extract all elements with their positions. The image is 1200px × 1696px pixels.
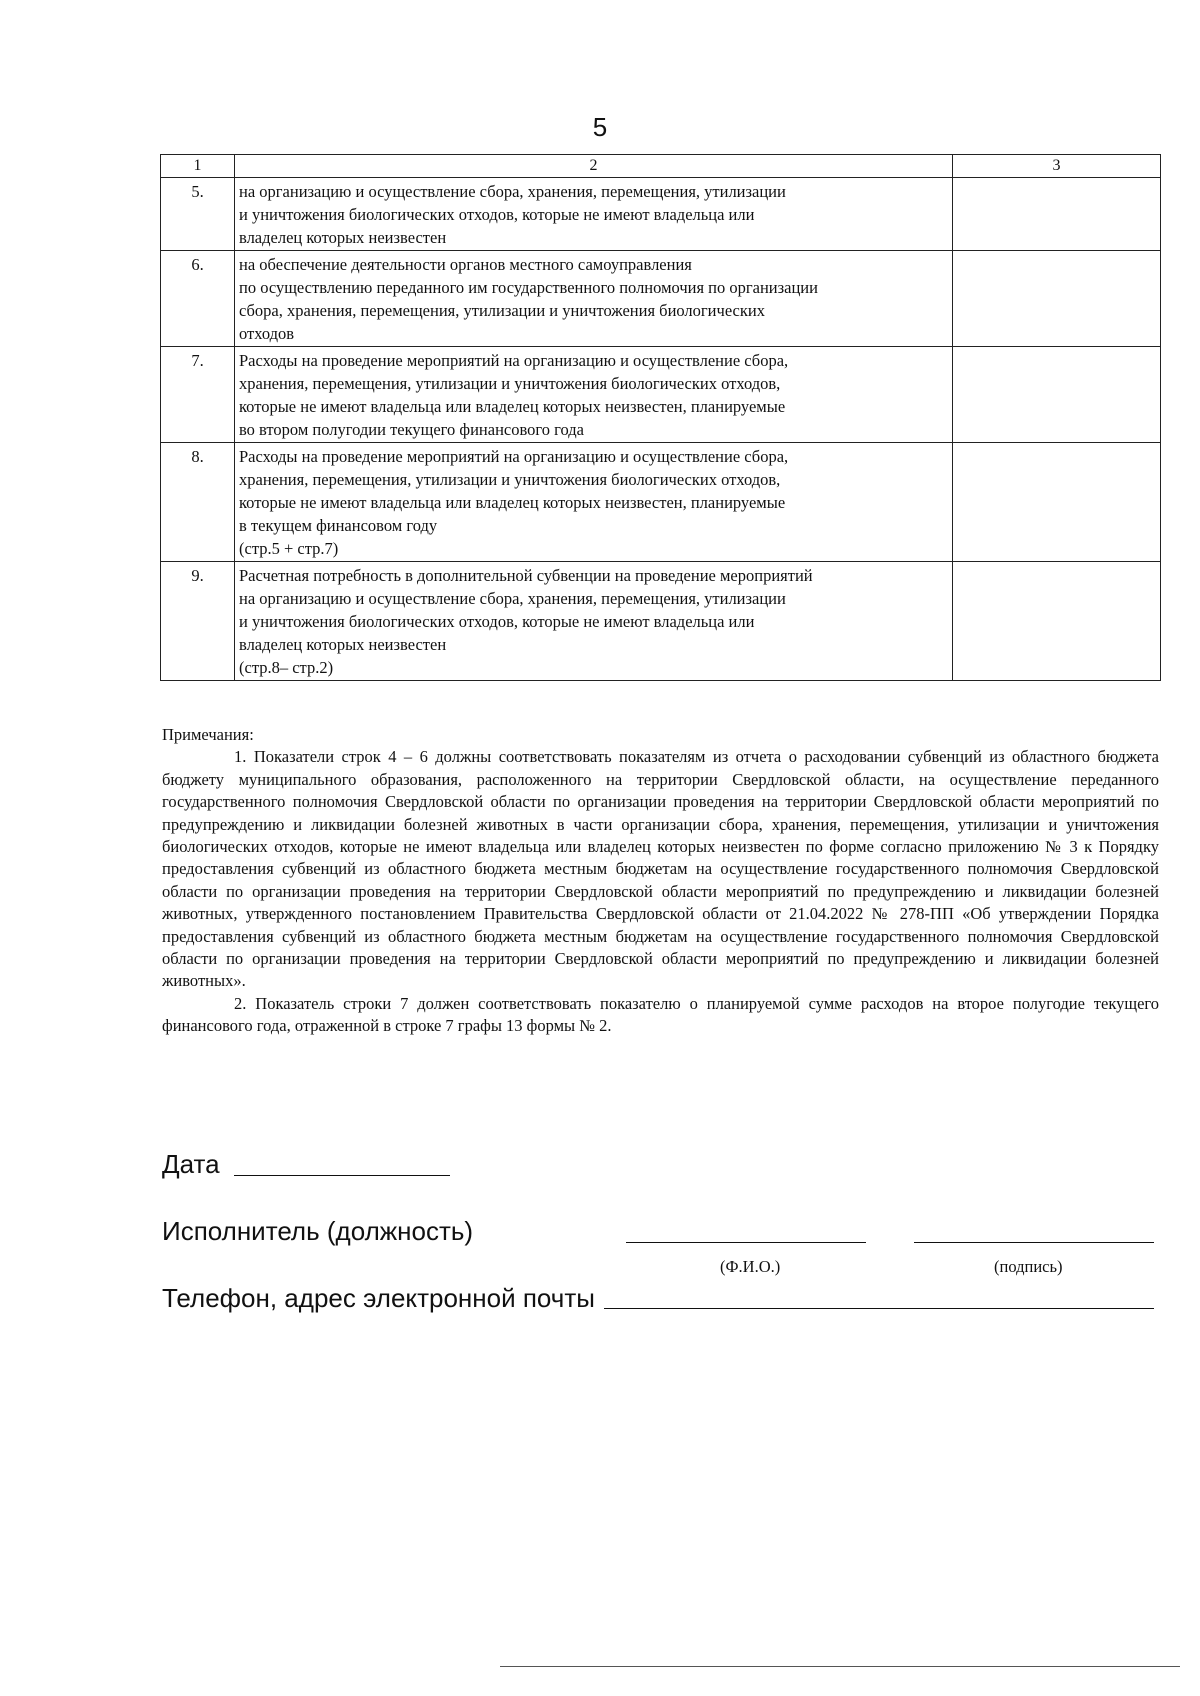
fio-line[interactable] [626,1242,866,1243]
signature-line[interactable] [914,1242,1154,1243]
table-row [161,251,1161,347]
column-header-3: 3 [953,155,1161,178]
row-number: 5. [161,178,235,251]
row-description [235,178,953,251]
row-number: 8. [161,443,235,562]
note-paragraph: 1. Показатели строк 4 – 6 должны соответствовать показателям из отчета о расходовании субвенций из областного бюджета бюджету муниципального образования, расположенного на территории Свердловской области, на осуществление переданного государственного полномочия Свердловской области по организации проведения на территории Свердловской области мероприятий по предупреждению и ликвидации болезней животных в части организации сбора, хранения, перемещения, утилизации и уничтожения биологических отходов, которые не имеют владельца или владелец которых неизвестен по форме согласно приложению № 3 к Порядку предоставления субвенций из областного бюджета местным бюджетам на осуществление государственного полномочия Свердловской области по организации проведения на территории Свердловской области мероприятий по предупреждению и ликвидации болезней животных, утвержденного постановлением Правительства Свердловской области от 21.04.2022 № 278-ПП «Об утверждении Порядка предоставления субвенций из областного бюджета местным бюджетам на осуществление государственного полномочия Свердловской области по организации проведения на территории Свердловской области мероприятий по предупреждению и ликвидации болезней животных». [162,747,1159,991]
row-description [235,251,953,347]
row-text-line: которые не имеют владельца или владелец которых неизвестен, планируемые [239,493,786,512]
fio-caption: (Ф.И.О.) [720,1257,781,1276]
table-header-row [161,155,1161,178]
row-text-line: на обеспечение деятельности органов местного самоуправления [239,255,692,274]
row-description [235,443,953,562]
report-table [160,154,1161,681]
row-text-line: Расходы на проведение мероприятий на организацию и осуществление сбора, [239,351,789,370]
row-text-line: отходов [239,324,295,343]
row-description [235,347,953,443]
table-row [161,178,1161,251]
row-text-line: на организацию и осуществление сбора, хранения, перемещения, утилизации [239,182,786,201]
row-value-cell[interactable] [953,251,1161,347]
row-text-line: хранения, перемещения, утилизации и уничтожения биологических отходов, [239,374,781,393]
executor-label: Исполнитель (должность) [162,1216,474,1246]
contact-line[interactable] [604,1308,1154,1309]
row-text-line: владелец которых неизвестен [239,228,447,247]
row-text-line: которые не имеют владельца или владелец которых неизвестен, планируемые [239,397,786,416]
row-text-line: на организацию и осуществление сбора, хранения, перемещения, утилизации [239,589,786,608]
date-label: Дата [162,1149,220,1179]
table-row [161,443,1161,562]
table-row [161,347,1161,443]
row-text-line: Расчетная потребность в дополнительной субвенции на проведение мероприятий [239,566,813,585]
row-text-line: (стр.8– стр.2) [239,658,334,677]
row-text-line: в текущем финансовом году [239,516,438,535]
row-text-line: во втором полугодии текущего финансового года [239,420,585,439]
page-number: 5 [592,112,608,142]
note-paragraph: 2. Показатель строки 7 должен соответствовать показателю о планируемой сумме расходов на второе полугодие текущего финансового года, отраженной в строке 7 графы 13 формы № 2. [162,993,1159,1036]
notes-title: Примечания: [162,725,254,744]
row-text-line: владелец которых неизвестен [239,635,447,654]
table-row [161,562,1161,681]
row-value-cell[interactable] [953,562,1161,681]
row-number: 6. [161,251,235,347]
notes-section [162,724,1159,1038]
row-number: 9. [161,562,235,681]
row-value-cell[interactable] [953,347,1161,443]
date-line[interactable] [234,1175,450,1176]
signature-caption: (подпись) [994,1257,1063,1276]
row-text-line: по осуществлению переданного им государственного полномочия по организации [239,278,818,297]
row-text-line: (стр.5 + стр.7) [239,539,339,558]
row-text-line: сбора, хранения, перемещения, утилизации и уничтожения биологических [239,301,765,320]
contact-label: Телефон, адрес электронной почты [162,1283,595,1313]
row-number: 7. [161,347,235,443]
footer-divider [500,1666,1180,1667]
row-value-cell[interactable] [953,443,1161,562]
row-value-cell[interactable] [953,178,1161,251]
row-text-line: и уничтожения биологических отходов, которые не имеют владельца или [239,205,755,224]
column-header-1: 1 [161,155,235,178]
column-header-2: 2 [235,155,953,178]
row-text-line: и уничтожения биологических отходов, которые не имеют владельца или [239,612,755,631]
row-text-line: Расходы на проведение мероприятий на организацию и осуществление сбора, [239,447,789,466]
row-text-line: хранения, перемещения, утилизации и уничтожения биологических отходов, [239,470,781,489]
row-description [235,562,953,681]
